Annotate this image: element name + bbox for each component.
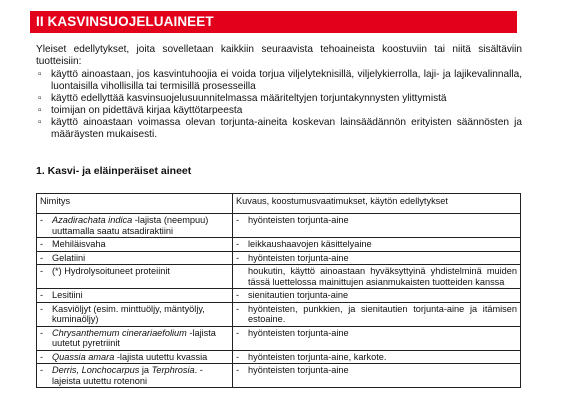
bullet-icon: ▫ bbox=[38, 69, 42, 80]
substance-description-cell: - hyönteisten, punkkien, ja sienitautien torjunta-aine ja itämisen estoaine. bbox=[233, 302, 521, 326]
substance-description-cell: - hyönteisten torjunta-aine, karkote. bbox=[233, 350, 521, 364]
substance-name-cell: - (*) Hydrolysoituneet proteiinit bbox=[37, 265, 233, 289]
column-header-name: Nimitys bbox=[37, 194, 233, 214]
substance-description-cell: - hyönteisten torjunta-aine bbox=[233, 251, 521, 265]
bullet-icon: ▫ bbox=[38, 93, 42, 104]
table-row bbox=[37, 302, 521, 326]
table-row bbox=[37, 251, 521, 265]
substance-name-cell: - Derris, Lonchocarpus ja Terphrosia. -lajeista uutettu rotenoni bbox=[37, 364, 233, 388]
table-row bbox=[37, 289, 521, 303]
bullet-icon: ▫ bbox=[38, 117, 42, 128]
substance-name-cell: - Kasviöljyt (esim. minttuöljy, mäntyöljy, kuminaöljy) bbox=[37, 302, 233, 326]
substance-name-cell: - Azadirachata indica -lajista (neempuu) uuttamalla saatu atsadiraktiini bbox=[37, 214, 233, 238]
column-header-description: Kuvaus, koostumusvaatimukset, käytön edellytykset bbox=[233, 194, 521, 214]
substance-name-cell: - Gelatiini bbox=[37, 251, 233, 265]
substance-description-cell: houkutin, käyttö ainoastaan hyväksyttyinä yhdistelminä muiden tässä luettelossa mainittujen asianmukaisten tuotteiden kanssa bbox=[233, 265, 521, 289]
table-row bbox=[37, 364, 521, 388]
substance-description-cell: - hyönteisten torjunta-aine bbox=[233, 364, 521, 388]
table-row bbox=[37, 238, 521, 252]
substance-name-cell: - Lesitiini bbox=[37, 289, 233, 303]
subsection-heading: 1. Kasvi- ja eläinperäiset aineet bbox=[36, 165, 192, 177]
list-item: ▫ käyttö edellyttää kasvinsuojelusuunnitelmassa määriteltyjen torjuntakynnysten ylittymistä bbox=[38, 93, 447, 104]
section-title: II KASVINSUOJELUAINEET bbox=[30, 11, 517, 33]
bullet-icon: ▫ bbox=[38, 105, 42, 116]
substance-name-cell: - Chrysanthemum cinerariaefolium -lajista uutetut pyretriinit bbox=[37, 326, 233, 350]
substances-table bbox=[36, 193, 521, 388]
conditions-list bbox=[36, 69, 522, 141]
list-item: ▫ toimijan on pidettävä kirjaa käyttötarpeesta bbox=[38, 105, 243, 116]
substance-description-cell: - hyönteisten torjunta-aine bbox=[233, 214, 521, 238]
list-item: ▫ käyttö ainoastaan voimassa olevan torjunta-aineita koskevan lainsäädännön erityisten säännösten ja määräysten mukaisesti. bbox=[38, 117, 522, 140]
intro-paragraph: Yleiset edellytykset, joita sovelletaan kaikkiin seuraavista tehoaineista koostuviin tai niitä sisältäviin tuotteisiin: bbox=[36, 44, 522, 67]
substance-description-cell: - hyönteisten torjunta-aine bbox=[233, 326, 521, 350]
table-row bbox=[37, 265, 521, 289]
table-row bbox=[37, 326, 521, 350]
substance-name-cell: - Mehiläisvaha bbox=[37, 238, 233, 252]
list-item: ▫ käyttö ainoastaan, jos kasvintuhoojia ei voida torjua viljelyteknisillä, viljelykierrolla, laji- ja lajikevalinnalla, luontaisilla vihollisilla tai termisillä prosesseilla bbox=[38, 69, 522, 92]
table-row bbox=[37, 214, 521, 238]
substances-table-wrap bbox=[36, 193, 520, 388]
substance-name-cell: - Quassia amara -lajista uutettu kvassia bbox=[37, 350, 233, 364]
substance-description-cell: - leikkaushaavojen käsittelyaine bbox=[233, 238, 521, 252]
substance-description-cell: - sienitautien torjunta-aine bbox=[233, 289, 521, 303]
intro-section bbox=[36, 44, 522, 141]
table-header-row bbox=[37, 194, 521, 214]
table-row bbox=[37, 350, 521, 364]
